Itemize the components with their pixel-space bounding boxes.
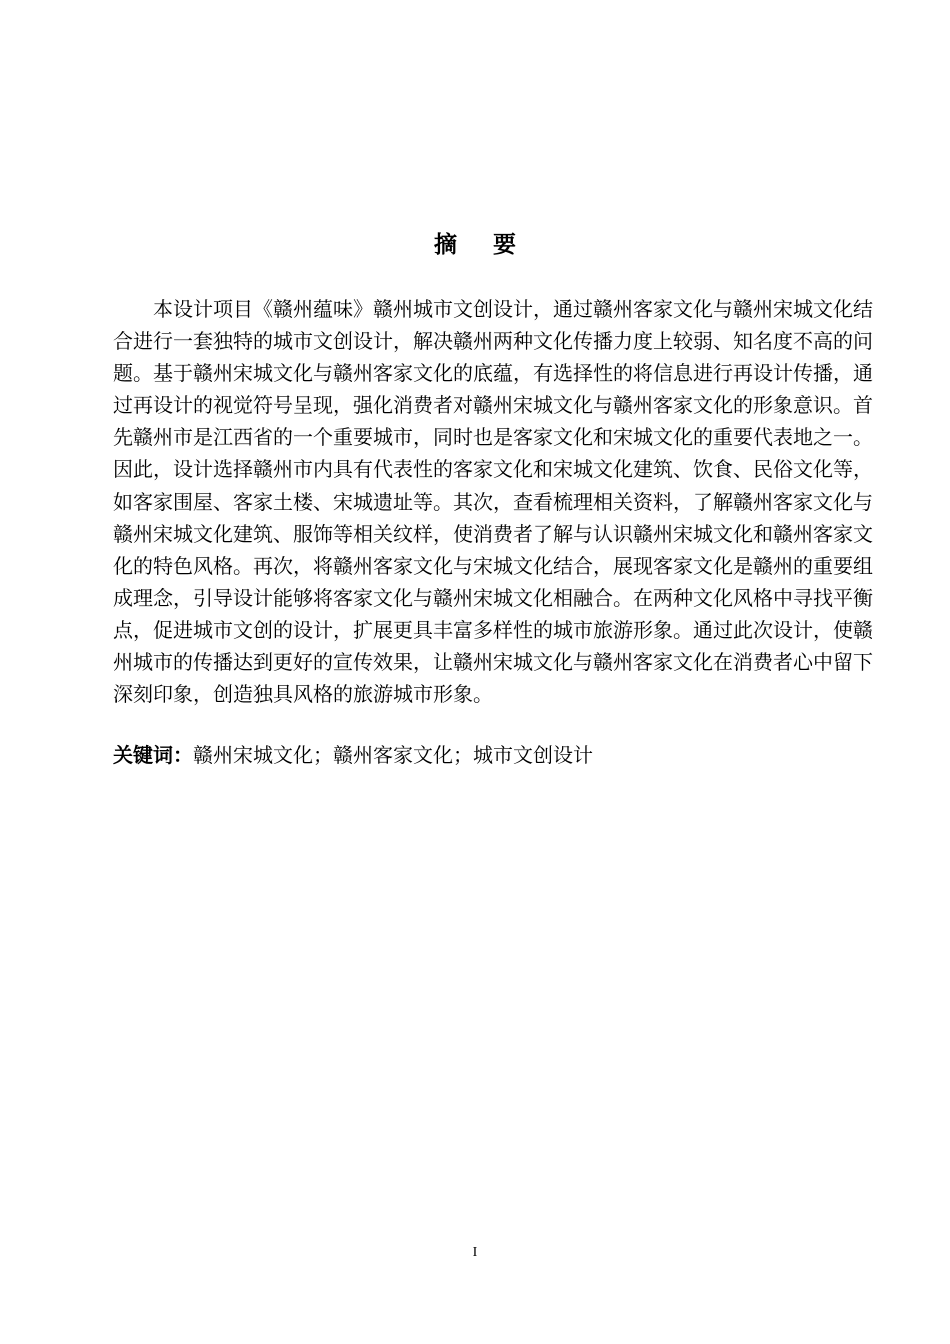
abstract-line: 本设计项目《赣州蕴味》赣州城市文创设计，通过赣州客家文化与赣州宋城文化结	[113, 297, 873, 321]
abstract-line: 合进行一套独特的城市文创设计，解决赣州两种文化传播力度上较弱、知名度不高的问	[113, 329, 873, 354]
abstract-line: 州城市的传播达到更好的宣传效果，让赣州宋城文化与赣州客家文化在消费者心中留下	[113, 650, 873, 675]
abstract-body	[113, 293, 873, 710]
abstract-line: 化的特色风格。再次，将赣州客家文化与宋城文化结合，展现客家文化是赣州的重要组	[113, 553, 873, 578]
page-number: I	[472, 1245, 478, 1260]
page-title: 摘要	[434, 232, 552, 258]
abstract-line: 题。基于赣州宋城文化与赣州客家文化的底蕴，有选择性的将信息进行再设计传播，通	[113, 361, 873, 386]
keywords-label: 关键词：	[113, 743, 193, 767]
abstract-line: 如客家围屋、客家土楼、宋城遗址等。其次，查看梳理相关资料，了解赣州客家文化与	[113, 489, 873, 514]
abstract-line: 先赣州市是江西省的一个重要城市，同时也是客家文化和宋城文化的重要代表地之一。	[113, 425, 873, 450]
abstract-line: 成理念，引导设计能够将客家文化与赣州宋城文化相融合。在两种文化风格中寻找平衡	[113, 585, 873, 610]
abstract-line: 点，促进城市文创的设计，扩展更具丰富多样性的城市旅游形象。通过此次设计，使赣	[113, 617, 873, 642]
keywords	[113, 741, 593, 769]
abstract-line: 因此，设计选择赣州市内具有代表性的客家文化和宋城文化建筑、饮食、民俗文化等，	[113, 457, 873, 482]
abstract-line: 深刻印象，创造独具风格的旅游城市形象。	[113, 682, 493, 707]
abstract-line: 过再设计的视觉符号呈现，强化消费者对赣州宋城文化与赣州客家文化的形象意识。首	[113, 393, 873, 418]
keywords-text: 赣州宋城文化；赣州客家文化；城市文创设计	[193, 743, 593, 767]
abstract-line: 赣州宋城文化建筑、服饰等相关纹样，使消费者了解与认识赣州宋城文化和赣州客家文	[113, 521, 873, 546]
